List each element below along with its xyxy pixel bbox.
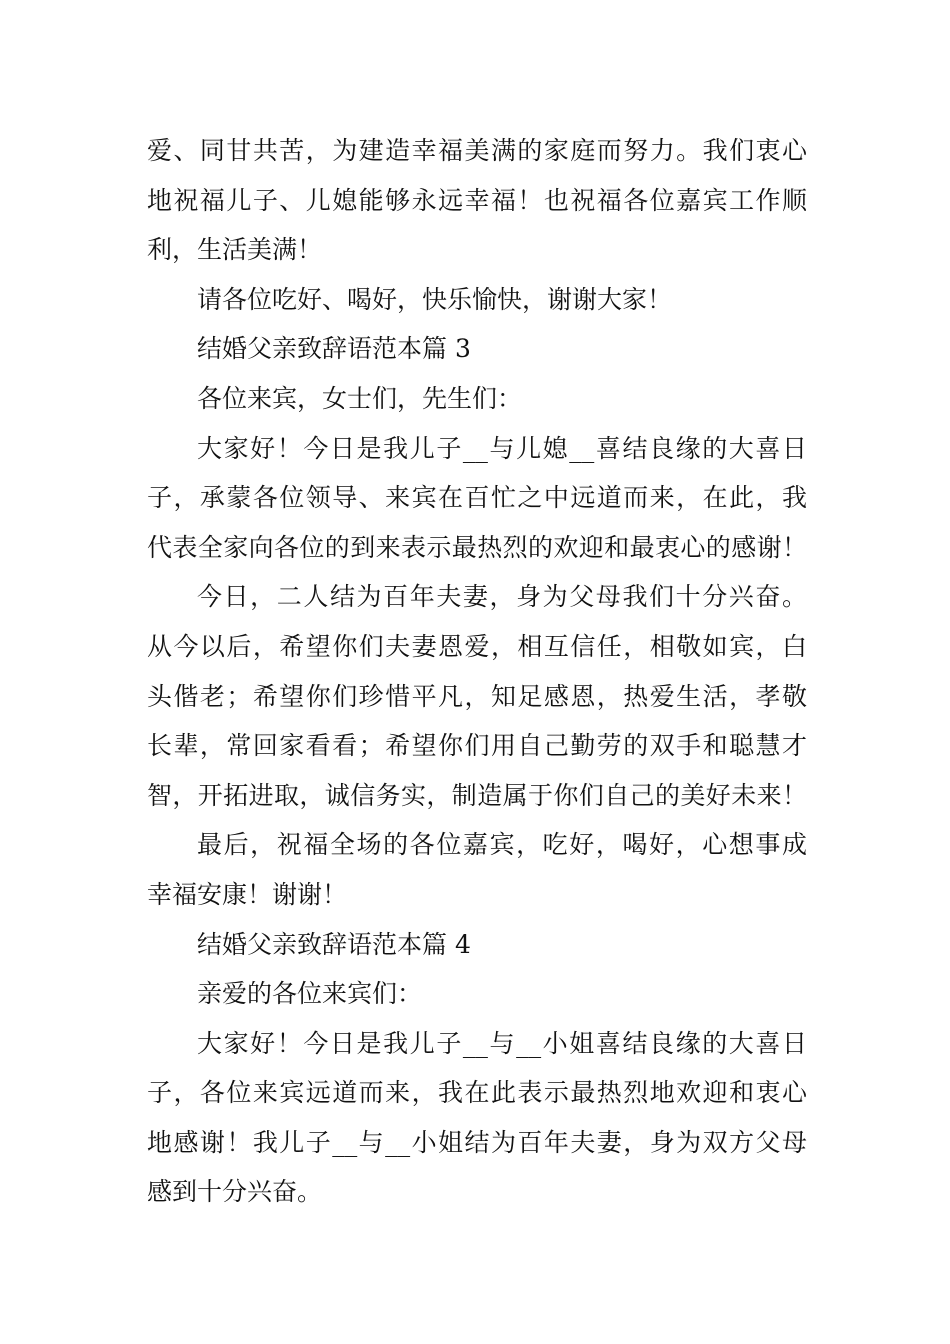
paragraph-line: 幸福安康！谢谢！: [147, 879, 348, 909]
paragraph-line: 长辈，常回家看看；希望你们用自己勤劳的双手和聪慧才: [147, 731, 807, 761]
salutation: 各位来宾，女士们，先生们：: [197, 383, 523, 413]
paragraph-line: 爱、同甘共苦，为建造幸福美满的家庭而努力。我们衷心: [147, 136, 807, 165]
paragraph-line: 大家好！今日是我儿子__与__小姐喜结良缘的大喜日: [197, 1028, 807, 1058]
paragraph-line: 大家好！今日是我儿子__与儿媳__喜结良缘的大喜日: [197, 433, 807, 463]
section-heading: 结婚父亲致辞语范本篇 3: [197, 334, 471, 364]
paragraph-line: 子，承蒙各位领导、来宾在百忙之中远道而来，在此，我: [147, 483, 807, 513]
paragraph-line: 今日，二人结为百年夫妻，身为父母我们十分兴奋。: [197, 582, 807, 612]
section-heading: 结婚父亲致辞语范本篇 4: [197, 929, 471, 959]
paragraph-line: 最后，祝福全场的各位嘉宾，吃好，喝好，心想事成: [197, 830, 807, 860]
paragraph-line: 地感谢！我儿子__与__小姐结为百年夫妻，身为双方父母: [147, 1127, 807, 1157]
paragraph-line: 智，开拓进取，诚信务实，制造属于你们自己的美好未来！: [147, 780, 807, 810]
paragraph-line: 请各位吃好、喝好，快乐愉快，谢谢大家！: [197, 284, 673, 314]
paragraph-line: 地祝福儿子、儿媳能够永远幸福！也祝福各位嘉宾工作顺: [147, 185, 807, 215]
paragraph-line: 感到十分兴奋。: [147, 1177, 323, 1207]
paragraph-line: 代表全家向各位的到来表示最热烈的欢迎和最衷心的感谢！: [147, 532, 807, 562]
speech-text: [147, 126, 807, 1217]
salutation: 亲爱的各位来宾们：: [197, 979, 423, 1009]
paragraph-line: 从今以后，希望你们夫妻恩爱，相互信任，相敬如宾，白: [147, 631, 807, 661]
paragraph-line: 子，各位来宾远道而来，我在此表示最热烈地欢迎和衷心: [147, 1078, 807, 1108]
paragraph-line: 头偕老；希望你们珍惜平凡，知足感恩，热爱生活，孝敬: [147, 681, 807, 711]
paragraph-line: 利，生活美满！: [147, 235, 323, 265]
